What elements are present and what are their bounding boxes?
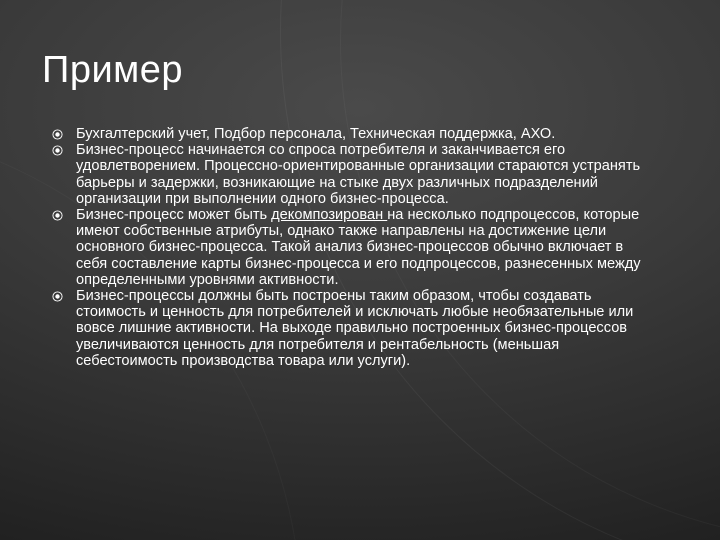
target-bullet-icon [52, 129, 63, 140]
bullet-text-part: Бизнес-процесс может быть [76, 207, 272, 224]
bullet-item [44, 207, 644, 288]
bullet-item [44, 288, 644, 369]
target-bullet-icon [52, 291, 63, 302]
target-bullet-icon [52, 210, 63, 221]
bullet-list [44, 126, 644, 369]
target-bullet-icon [52, 145, 63, 156]
decomposed-link[interactable]: декомпозирован [271, 207, 388, 224]
bullet-text: Бухгалтерский учет, Подбор персонала, Техническая поддержка, АХО. [76, 126, 556, 142]
bullet-item [44, 142, 644, 207]
bullet-text: Бизнес-процессы должны быть построены таким образом, чтобы создавать стоимость и ценность для потребителей и исключать любые необязательные или вовсе лишние активности. На выходе правильно построенных бизнес-процессов увеличиваются ценность для потребителя и рентабельность (меньшая себестоимость производства товара или услуги). [76, 288, 634, 369]
bullet-text: Бизнес-процесс начинается со спроса потребителя и заканчивается его удовлетворением. Процессно-ориентированные организации стараются устранять барьеры и задержки, возникающие на стыке двух различных подразделений организации при выполнении одного бизнес-процесса. [76, 142, 641, 207]
bullet-text-part: на несколько подпроцессов, которые имеют собственные атрибуты, однако также направлены на достижение цели основного бизнес-процесса. Такой анализ бизнес-процессов обычно включает в себя составление карты бизнес-процесса и его подпроцессов, разнесенных между определенными уровнями активности. [76, 207, 641, 288]
bullet-item [44, 126, 644, 142]
slide-title: Пример [42, 49, 184, 91]
bullet-text [76, 207, 644, 288]
